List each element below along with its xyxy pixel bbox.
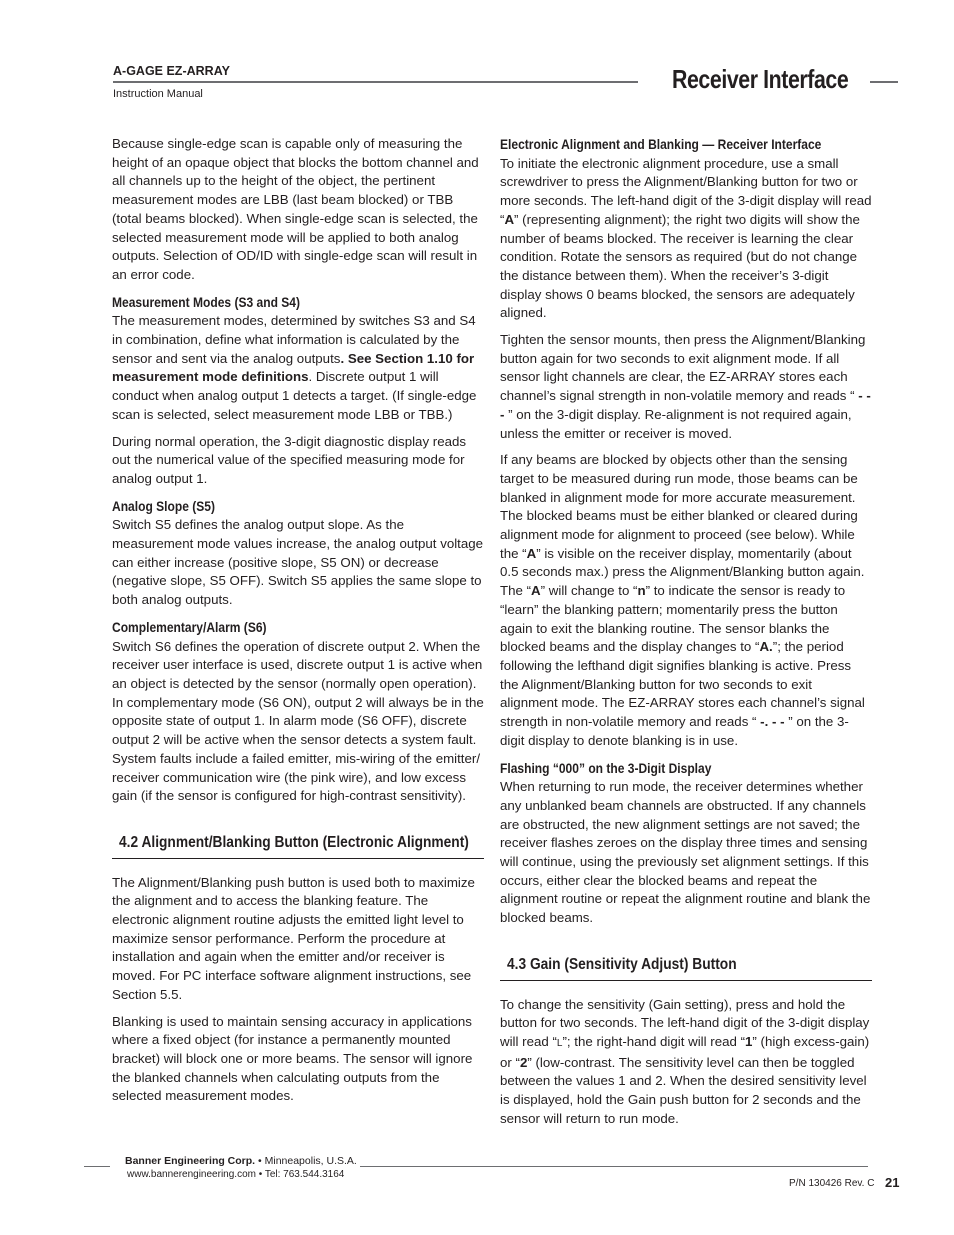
header-rule-right bbox=[870, 81, 898, 83]
product-name: A-GAGE EZ-ARRAY bbox=[113, 64, 230, 78]
left-column bbox=[112, 135, 484, 1114]
right-column bbox=[500, 135, 872, 1136]
complementary-paragraph: Switch S6 defines the operation of discrete output 2. When the receiver user interface is used, discrete output 1 is active when an object is detected by the sensor (normally open operation). In complementary mode (S6 ON), output 2 will always be in the opposite state of output 1. In alarm mode (S6 OFF), discrete output 2 will be active when the sensor detects a system fault. System faults include a failed emitter, mis-wiring of the emitter/ receiver communication wire (the pink wire), and low excess gain (if the sensor is configured for high-contrast sensitivity). bbox=[112, 638, 484, 804]
analog-slope-paragraph: Switch S5 defines the analog output slope. As the measurement mode values increase, the analog output voltage can either increase (positive slope, S5 ON) or decrease (negative slope, S5 OFF). Switch S5 applies the same slope to both analog outputs. bbox=[112, 517, 484, 608]
intro-paragraph: Because single-edge scan is capable only of measuring the height of an opaque object that blocks the bottom channel and all channels up to the height of the object, the pertinent measurement modes are LBB (last beam blocked) or TBB (total beams blocked). When single-edge scan is selected, the selected measurement mode will be applied to both analog outputs. Selection of OD/ID with single-edge scan will result in an error code. bbox=[112, 136, 479, 282]
alignment-blanking-paragraph: The Alignment/Blanking push button is used both to maximize the alignment and to access the blanking feature. The electronic alignment routine adjusts the emitted light level to maximize sensor performance. Perform the procedure at installation and again when the emitter and/or receiver is moved. For PC interface software alignment instructions, see Section 5.5. bbox=[112, 874, 475, 1002]
page-number: 21 bbox=[885, 1175, 900, 1190]
footer-rule-right bbox=[360, 1166, 868, 1167]
heading-analog-slope: Analog Slope (S5) bbox=[112, 497, 216, 514]
manual-label: Instruction Manual bbox=[113, 88, 203, 100]
flashing-paragraph: When returning to run mode, the receiver determines whether any unblanked beam channels are obstructed. If any channels are obstructed, the new alignment settings are not saved; the receiver flashes zeroes on the display three times and sensing will continue, using the previously set alignment settings. If this occurs, either clear the blocked beams and repeat the alignment routine or repeat the alignment routine and blank the blocked beams. bbox=[500, 779, 871, 926]
measurement-modes-paragraph: The measurement modes, determined by switches S3 and S4 in combination, define what information is calculated by the sensor and sent via the analog outputs. See Section 1.10 for measurement mode definitions. Discrete output 1 will conduct when analog output 1 detects a target. (If single-edge scan is selected, select measurement mode LBB or TBB.) bbox=[112, 313, 477, 422]
section-heading-4-2: 4.2 Alignment/Blanking Button (Electronic Alignment) bbox=[112, 834, 484, 859]
footer-company: Banner Engineering Corp. • Minneapolis, U.S.A. bbox=[125, 1155, 357, 1167]
footer-contact: www.bannerengineering.com • Tel: 763.544.3164 bbox=[127, 1169, 345, 1180]
heading-complementary-alarm: Complementary/Alarm (S6) bbox=[112, 618, 267, 635]
section-title: Receiver Interface bbox=[672, 64, 849, 94]
blanking-paragraph: Blanking is used to maintain sensing accuracy in applications where a fixed object (for instance a permanently mounted bracket) will block one or more beams. The sensor will ignore the blanked channels when calculating outputs from the selected measurement modes. bbox=[112, 1013, 473, 1104]
heading-flashing-000: Flashing “000” on the 3-Digit Display bbox=[500, 759, 712, 776]
section-heading-4-3: 4.3 Gain (Sensitivity Adjust) Button bbox=[500, 956, 872, 981]
heading-measurement-modes: Measurement Modes (S3 and S4) bbox=[112, 293, 301, 310]
gain-paragraph: To change the sensitivity (Gain setting), press and hold the button for two seconds. The left-hand digit of the 3-digit display will read “L”; the right-hand digit will read “1” (high excess-gain) or “2” (low-contrast. The sensitivity level can then be toggled between the values 1 and 2. When the desired sensitivity level is displayed, hold the Gain push button for 2 seconds and the sensor will return to run mode. bbox=[500, 996, 870, 1126]
footer-rule-left bbox=[84, 1166, 110, 1167]
heading-electronic-alignment: Electronic Alignment and Blanking — Receiver Interface bbox=[500, 136, 822, 152]
part-number: P/N 130426 Rev. C bbox=[789, 1178, 875, 1189]
tighten-paragraph: Tighten the sensor mounts, then press the Alignment/Blanking button again for two seconds to exit alignment mode. If all sensor light channels are clear, the EZ-ARRAY stores each channel’s signal strength in non-volatile memory and reads “ - - - ” on the 3-digit display. Re-alignment is not required again, unless the emitter or receiver is moved. bbox=[500, 332, 871, 441]
blocked-beams-paragraph: If any beams are blocked by objects other than the sensing target to be measured during run mode, those beams can be blanked in alignment mode for more accurate measurement. The blocked beams must be either blanked or cleared during alignment mode for alignment to proceed (see below). While the “A” is visible on the receiver display, momentarily (about 0.5 seconds max.) press the Alignment/Blanking button again. The “A” will change to “n” to indicate the sensor is ready to “learn” the blanking pattern; momentarily press the button again to exit the blanking routine. The sensor blanks the blocked beams and the display changes to “A.”; the period following the lefthand digit signifies blanking is active. Press the Alignment/Blanking button for two seconds to exit alignment mode. The EZ-ARRAY stores each channel’s signal strength in non-volatile memory and reads “ -. - - ” on the 3-digit display to denote blanking is in use. bbox=[500, 452, 865, 748]
electronic-alignment-paragraph: To initiate the electronic alignment procedure, use a small screwdriver to press the Alignment/Blanking button for two or more seconds. The left-hand digit of the 3-digit display will read “A” (representing alignment); the right two digits will show the number of beams blocked. The receiver is learning the clear condition. Rotate the sensors as required (but do not change the distance between them). When the receiver’s 3-digit display shows 0 beams blocked, the sensors are adequately aligned. bbox=[500, 155, 872, 321]
normal-operation-paragraph: During normal operation, the 3-digit diagnostic display reads out the numerical value of the specified measuring mode for analog output 1. bbox=[112, 433, 467, 486]
header-rule bbox=[113, 81, 638, 83]
